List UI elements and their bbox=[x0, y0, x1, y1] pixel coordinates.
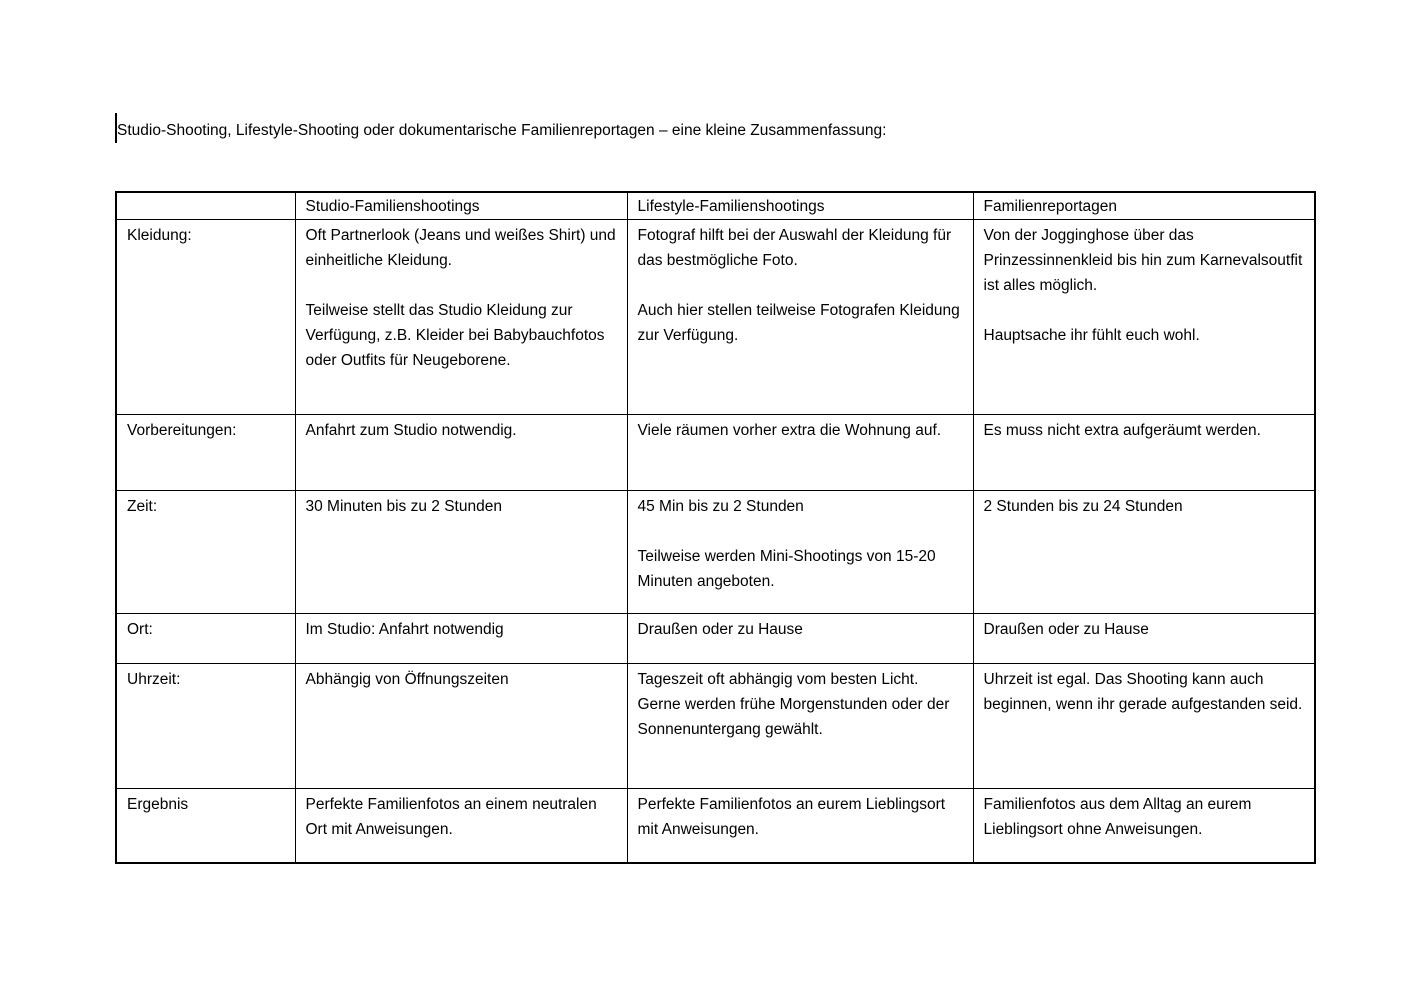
cell-paragraph: Abhängig von Öffnungszeiten bbox=[305, 671, 509, 688]
cell-paragraph: Es muss nicht extra aufgeräumt werden. bbox=[983, 422, 1261, 439]
table-cell bbox=[295, 664, 627, 789]
table-row bbox=[116, 220, 1315, 415]
cell-paragraph: Fotograf hilft bei der Auswahl der Kleidung für das bestmögliche Foto. bbox=[637, 227, 952, 269]
header-cell-empty bbox=[116, 192, 295, 220]
table-row bbox=[116, 664, 1315, 789]
cell-paragraph: Teilweise werden Mini-Shootings von 15-20 Minuten angeboten. bbox=[637, 548, 936, 590]
cell-paragraph: Perfekte Familienfotos an eurem Lieblingsort mit Anweisungen. bbox=[637, 796, 946, 838]
cell-paragraph: Von der Jogginghose über das Prinzessinnenkleid bis hin zum Karnevalsoutfit ist alles möglich. bbox=[983, 227, 1303, 294]
cell-paragraph: 2 Stunden bis zu 24 Stunden bbox=[983, 498, 1183, 515]
cell-paragraph: Perfekte Familienfotos an einem neutralen Ort mit Anweisungen. bbox=[305, 796, 597, 838]
row-label: Ort: bbox=[116, 614, 295, 664]
cell-paragraph: Draußen oder zu Hause bbox=[983, 621, 1149, 638]
table-cell bbox=[295, 614, 627, 664]
table-cell bbox=[627, 415, 973, 491]
comparison-table bbox=[115, 191, 1316, 864]
table-cell bbox=[973, 789, 1315, 863]
table-row bbox=[116, 491, 1315, 614]
table-cell bbox=[295, 220, 627, 415]
table-cell bbox=[295, 415, 627, 491]
row-label: Kleidung: bbox=[116, 220, 295, 415]
cell-paragraph: Auch hier stellen teilweise Fotografen Kleidung zur Verfügung. bbox=[637, 302, 960, 344]
header-row bbox=[116, 192, 1315, 220]
row-label: Uhrzeit: bbox=[116, 664, 295, 789]
row-label: Ergebnis bbox=[116, 789, 295, 863]
table-row bbox=[116, 789, 1315, 863]
table-cell bbox=[627, 491, 973, 614]
cell-paragraph bbox=[306, 273, 617, 298]
table-cell bbox=[627, 664, 973, 789]
cell-paragraph: 45 Min bis zu 2 Stunden bbox=[637, 498, 804, 515]
table-cell bbox=[973, 220, 1315, 415]
table-cell bbox=[627, 614, 973, 664]
table-row bbox=[116, 614, 1315, 664]
cell-paragraph: Hauptsache ihr fühlt euch wohl. bbox=[983, 327, 1200, 344]
cell-paragraph: Tageszeit oft abhängig vom besten Licht. Gerne werden frühe Morgenstunden oder der Sonnenuntergang gewählt. bbox=[637, 671, 950, 738]
cell-paragraph: 30 Minuten bis zu 2 Stunden bbox=[305, 498, 502, 515]
cell-paragraph: Familienfotos aus dem Alltag an eurem Lieblingsort ohne Anweisungen. bbox=[983, 796, 1252, 838]
table-cell bbox=[973, 664, 1315, 789]
table-cell bbox=[973, 614, 1315, 664]
table-cell bbox=[295, 789, 627, 863]
cell-paragraph: Uhrzeit ist egal. Das Shooting kann auch beginnen, wenn ihr gerade aufgestanden seid. bbox=[983, 671, 1303, 713]
cell-paragraph: Teilweise stellt das Studio Kleidung zur Verfügung, z.B. Kleider bei Babybauchfotos oder Outfits für Neugeborene. bbox=[305, 302, 605, 369]
cell-paragraph: Oft Partnerlook (Jeans und weißes Shirt) und einheitliche Kleidung. bbox=[305, 227, 616, 269]
table-cell bbox=[973, 415, 1315, 491]
cell-paragraph: Viele räumen vorher extra die Wohnung auf. bbox=[637, 422, 942, 439]
row-label: Vorbereitungen: bbox=[116, 415, 295, 491]
table-cell bbox=[295, 491, 627, 614]
table-cell bbox=[973, 491, 1315, 614]
cell-paragraph bbox=[638, 273, 963, 298]
document-title: Studio-Shooting, Lifestyle-Shooting oder dokumentarische Familienreportagen – eine kleine Zusammenfassung: bbox=[117, 122, 887, 139]
table-cell bbox=[627, 220, 973, 415]
row-label: Zeit: bbox=[116, 491, 295, 614]
cell-paragraph: Draußen oder zu Hause bbox=[637, 621, 803, 638]
cell-paragraph bbox=[638, 519, 963, 544]
cell-paragraph bbox=[984, 298, 1305, 323]
table-cell bbox=[627, 789, 973, 863]
table-row bbox=[116, 415, 1315, 491]
column-header: Studio-Familienshootings bbox=[295, 192, 627, 220]
column-header: Lifestyle-Familienshootings bbox=[627, 192, 973, 220]
cell-paragraph: Anfahrt zum Studio notwendig. bbox=[305, 422, 517, 439]
column-header: Familienreportagen bbox=[973, 192, 1315, 220]
cell-paragraph: Im Studio: Anfahrt notwendig bbox=[305, 621, 504, 638]
